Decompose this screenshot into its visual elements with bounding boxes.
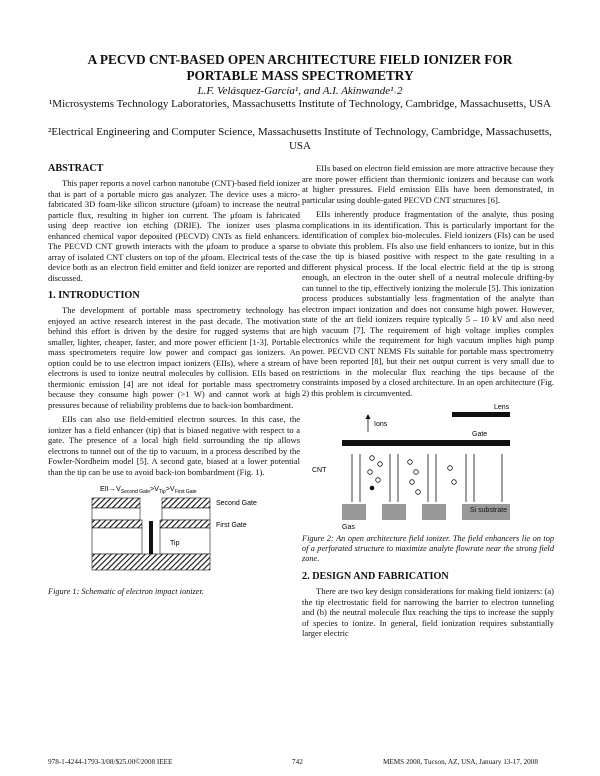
- figure-2-caption: Figure 2: An open architecture field ionizer. The field enhancers lie on top of a perforated structure to maximize analyte flowrate near the strong field zone.: [302, 534, 554, 563]
- fig1-second-gate-left: [92, 498, 140, 508]
- fig2-gate-electrode: [342, 440, 510, 446]
- figure-1-electron-impact-ionizer: [48, 481, 300, 585]
- fig1-first-gate-right: [160, 520, 210, 528]
- abstract-heading: ABSTRACT: [48, 163, 104, 174]
- intro-paragraph-1: The development of portable mass spectrometry technology has enjoyed an active research interest in the past decade. The motivation behind this effort is driven by the desire for rugged systems that are smaller, lighter, cheaper, faster, and more power efficient [1-3]. Portable mass spectrometers require low power and compact gas ionizers. An option could be to use electron impact ionizers (EIIs), where a stream of electrons is used to ionize neutral molecules by collision. EIIs based on thermionic emission [4] are not ideal for portable mass spectrometry because they consume high power (>1 W) and cannot work at high pressures because of reliability problems due to back-ion bombardment.: [48, 305, 300, 410]
- fig1-equation: [100, 484, 197, 495]
- fig1-second-gate-right: [162, 498, 210, 508]
- fig2-ion: [370, 486, 375, 491]
- fig2-substrate-post-2: [382, 504, 406, 520]
- fig2-label-cnt: CNT: [312, 467, 327, 474]
- intro-paragraph-4: EIIs inherently produce fragmentation of the analyte, thus posing complications in its identification. This is particularly important for the identification of complex bio-molecules. Field ionizers (FIs) can be used to obviate this problem. FIs also use field enhancers to ionize, but in this case the tip is biased positive with respect to the gate resulting in a different physical process. If the local electric field at the tip is strong enough, an electron in the outer shell of a neutral molecule drifting-by can tunnel to the tip, effectively ionizing the molecule [5]. This ionization process produces substantially less fragmentation of the analyte than electron impact ionization and does not consume high power. However, state of the art field ionizers require typically 5 – 10 kV and also need high vacuum [7]. The requirement of high voltage implies complex electronics while the requirement for high vacuum implies high pump power. PECVD CNT NEMS FIs suitable for portable mass spectrometry have been reported [8], but their net output current is very small due to restrictions in the molecular flux reaching the tips because of the constraints imposed by a closed architecture. In an open architecture (Fig. 2) this problem is circumvented.: [302, 209, 554, 398]
- fig1-insulator-lower-left: [92, 528, 142, 554]
- fig2-gas-molecule: [370, 456, 375, 461]
- fig2-label-si-substrate: Si substrate: [470, 507, 507, 514]
- fig2-gas-molecule: [416, 490, 421, 495]
- fig2-gas-molecule: [378, 462, 383, 467]
- fig1-label-second-gate: Second Gate: [216, 500, 257, 507]
- fig2-label-ions: Ions: [374, 421, 388, 428]
- right-column: [302, 163, 554, 643]
- fig2-lens-electrode: [452, 412, 510, 417]
- fig2-substrate-post-1: [342, 504, 366, 520]
- fig1-first-gate-left: [92, 520, 142, 528]
- paper-title: [40, 52, 560, 84]
- footer-isbn: 978-1-4244-1793-3/08/$25.00©2008 IEEE: [48, 758, 173, 766]
- fig1-label-tip: Tip: [170, 540, 180, 547]
- author-list: L.F. Velásquez-García¹, and A.I. Akinwande¹˒2: [197, 85, 403, 97]
- title-line-2: PORTABLE MASS SPECTROMETRY: [186, 68, 414, 83]
- design-heading: 2. DESIGN AND FABRICATION: [302, 571, 449, 582]
- fig1-insulator-upper-right: [162, 508, 210, 520]
- fig1-eq-sub-tip: Tip: [158, 489, 166, 495]
- fig1-eq-mid-2: >V: [165, 484, 175, 493]
- fig2-gas-molecule: [452, 480, 457, 485]
- fig2-ions-arrowhead: [366, 414, 371, 419]
- footer-page-number: 742: [292, 758, 303, 766]
- fig2-gas-molecule: [376, 478, 381, 483]
- figure-1-caption: Figure 1: Schematic of electron impact ionizer.: [48, 587, 204, 596]
- fig1-insulator-lower-right: [160, 528, 210, 554]
- affiliation-2: ²Electrical Engineering and Computer Science, Massachusetts Institute of Technology, Cambridge, Massachusetts, USA: [48, 126, 552, 152]
- fig1-eq-lhs: EII→V: [100, 484, 121, 493]
- fig2-label-lens: Lens: [494, 404, 510, 411]
- fig2-substrate-post-3: [422, 504, 446, 520]
- fig1-tip: [149, 521, 153, 554]
- introduction-heading: 1. INTRODUCTION: [48, 290, 140, 301]
- intro-paragraph-3: EIIs based on electron field emission are more attractive because they are more power efficient than thermionic ionizers and because can work at higher pressures. Field emission EIIs have been demonstrated, in particular using double-gated PECVD CNT structures [6].: [302, 163, 554, 205]
- abstract-text: This paper reports a novel carbon nanotube (CNT)-based field ionizer that is part of a portable micro gas analyzer. The device uses a micro-fabricated 3D foam-like silicon structure (μfoam) to increase the neutral particle flux, resulting in higher ion current. The μfoam is fabricated using deep reactive ion etching (DRIE). The ionizer uses plasma enhanced chemical vapor deposited (PECVD) CNTs as field enhancers. The PECVD CNT growth interacts with the μfoam to produce a sparse array of isolated CNT clusters on top of the μfoam. Electrical tests of the device both as an electron field emitter and field ionizer are reported and discussed.: [48, 178, 300, 283]
- figure-2-open-architecture-ionizer: [302, 402, 554, 532]
- fig2-gas-molecule: [414, 470, 419, 475]
- fig2-label-gate: Gate: [472, 431, 488, 438]
- fig2-gas-molecule: [408, 460, 413, 465]
- fig1-insulator-upper-left: [92, 508, 140, 520]
- fig2-label-gas: Gas: [342, 524, 355, 531]
- fig2-gas-molecule: [368, 470, 373, 475]
- footer-conference: MEMS 2008, Tucson, AZ, USA, January 13-17, 2008: [383, 758, 538, 766]
- affiliation-1: ¹Microsystems Technology Laboratories, Massachusetts Institute of Technology, Cambridge, Massachusetts, USA: [49, 98, 551, 110]
- fig2-gas-molecule: [448, 466, 453, 471]
- left-column: [48, 163, 300, 601]
- fig1-substrate: [92, 554, 210, 570]
- fig2-gas-molecule: [410, 480, 415, 485]
- design-paragraph-1: There are two key design considerations for making field ionizers: (a) the tip electrostatic field for narrowing the barrier to electron tunneling and (b) the neutral molecule flux reaching the tips to increase the supply of species to ionize. In general, field ionization requires substantially larger electric: [302, 586, 554, 638]
- fig1-eq-sub-first-gate: First Gate: [174, 489, 197, 495]
- fig1-eq-mid-1: >V: [149, 484, 159, 493]
- fig1-label-first-gate: First Gate: [216, 522, 247, 529]
- fig1-eq-sub-second-gate: Second Gate: [120, 489, 150, 495]
- intro-paragraph-2: EIIs can also use field-emitted electron sources. In this case, the ionizer has a field enhancer (tip) that is biased negative with respect to a gate. The presence of a local high field surrounding the tip allows electrons to tunnel out of the tip to vacuum, in a process described by the Fowler-Nordheim model [5]. A second gate, biased at a lower potential than the tip can be use to avoid back-ion bombardment (Fig. 1).: [48, 414, 300, 477]
- title-line-1: A PECVD CNT-BASED OPEN ARCHITECTURE FIELD IONIZER FOR: [87, 52, 513, 67]
